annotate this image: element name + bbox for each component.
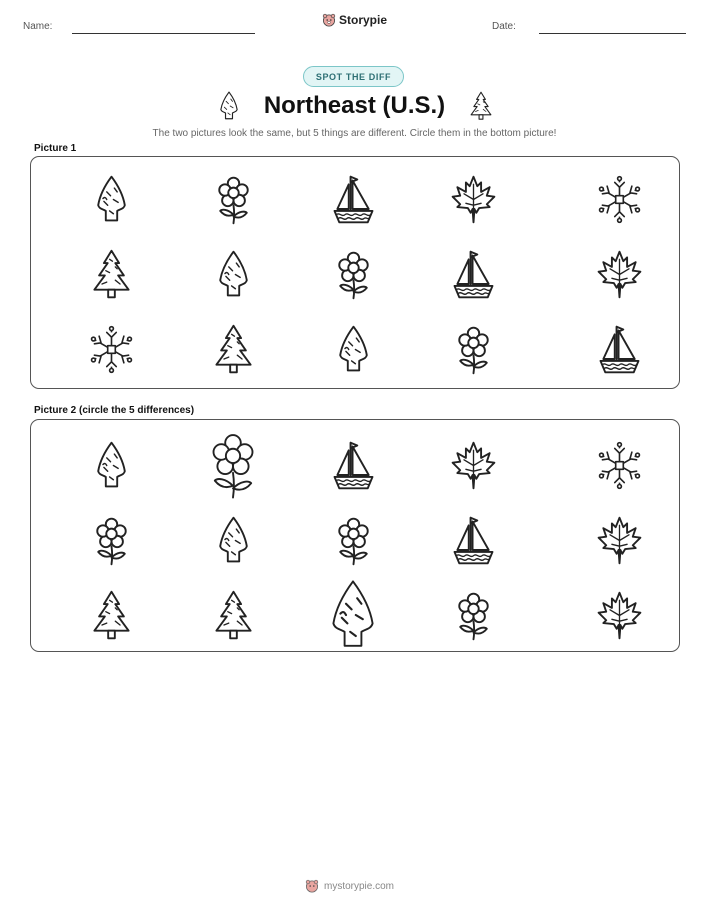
picture-1-label: Picture 1 [34, 143, 77, 154]
snowflake-icon[interactable] [591, 437, 648, 494]
sailboat-icon [591, 321, 648, 378]
pine-tree-icon [83, 246, 140, 303]
arrowhead-icon [325, 321, 382, 378]
maple-leaf-icon[interactable] [445, 437, 502, 494]
picture-2-panel[interactable] [30, 419, 680, 652]
instructions: The two pictures look the same, but 5 things are different. Circle them in the bottom picture! [152, 128, 557, 139]
brand-name: Storypie [339, 13, 388, 27]
sailboat-icon[interactable] [445, 512, 502, 569]
sailboat-icon[interactable] [325, 437, 382, 494]
flower-icon[interactable] [325, 512, 382, 569]
picture-1-panel [30, 156, 680, 389]
pine-tree-icon [205, 321, 262, 378]
storypie-mascot-icon [322, 13, 336, 27]
arrowhead-icon[interactable] [311, 573, 395, 657]
date-line[interactable] [539, 33, 686, 34]
date-label: Date: [492, 21, 516, 32]
sailboat-icon [325, 171, 382, 228]
snowflake-icon [83, 321, 140, 378]
flower-icon [205, 171, 262, 228]
flower-icon[interactable] [83, 512, 140, 569]
flower-icon [445, 321, 502, 378]
pine-tree-icon[interactable] [83, 587, 140, 644]
flower-icon[interactable] [445, 587, 502, 644]
maple-leaf-icon[interactable] [591, 512, 648, 569]
flower-icon[interactable] [194, 426, 272, 504]
maple-leaf-icon[interactable] [591, 587, 648, 644]
arrowhead-icon[interactable] [205, 512, 262, 569]
name-line[interactable] [72, 33, 255, 34]
storypie-mascot-icon [305, 879, 319, 893]
arrowhead-icon [83, 171, 140, 228]
name-label: Name: [23, 21, 53, 32]
maple-leaf-icon [591, 246, 648, 303]
snowflake-icon [591, 171, 648, 228]
arrowhead-icon[interactable] [83, 437, 140, 494]
brand-logo [322, 13, 387, 27]
pine-tree-icon [468, 91, 494, 121]
maple-leaf-icon [445, 171, 502, 228]
spot-the-diff-badge: SPOT THE DIFF [303, 66, 404, 87]
picture-2-label: Picture 2 (circle the 5 differences) [34, 405, 195, 416]
arrowhead-icon [205, 246, 262, 303]
footer-url[interactable]: mystorypie.com [324, 880, 395, 892]
pine-tree-icon[interactable] [205, 587, 262, 644]
sailboat-icon [445, 246, 502, 303]
flower-icon [325, 246, 382, 303]
footer [305, 879, 394, 893]
page-title: Northeast (U.S.) [263, 92, 446, 119]
